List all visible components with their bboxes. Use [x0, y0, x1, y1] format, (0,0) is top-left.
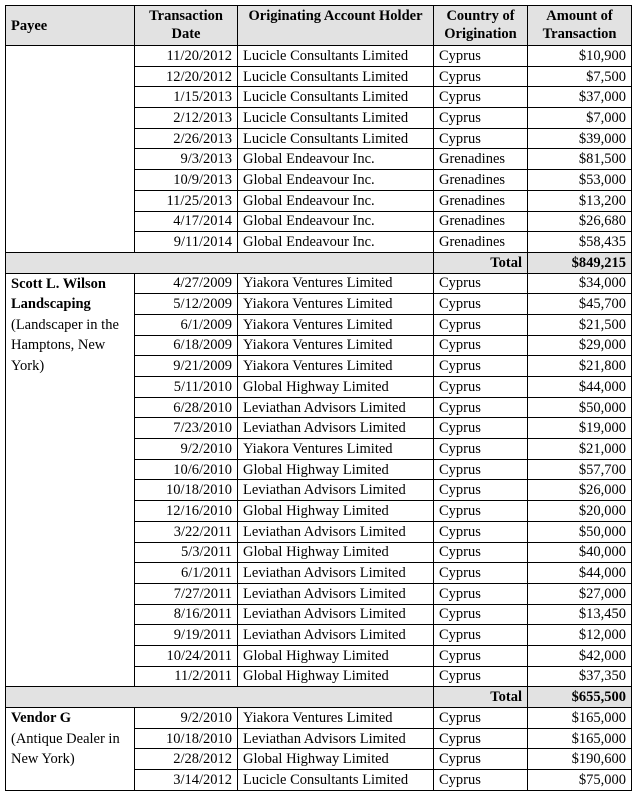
- amount-cell: $57,700: [528, 459, 632, 480]
- transaction-date-cell: 12/20/2012: [135, 66, 238, 87]
- account-holder-cell: Lucicle Consultants Limited: [238, 66, 434, 87]
- transaction-date-cell: 10/18/2010: [135, 728, 238, 749]
- account-holder-cell: Lucicle Consultants Limited: [238, 128, 434, 149]
- amount-cell: $29,000: [528, 335, 632, 356]
- account-holder-cell: Lucicle Consultants Limited: [238, 108, 434, 129]
- transaction-date-cell: 8/16/2011: [135, 604, 238, 625]
- country-cell: Grenadines: [434, 232, 528, 253]
- amount-cell: $44,000: [528, 563, 632, 584]
- account-holder-cell: Global Endeavour Inc.: [238, 170, 434, 191]
- header-payee: Payee: [6, 6, 135, 46]
- account-holder-cell: Lucicle Consultants Limited: [238, 770, 434, 791]
- country-cell: Cyprus: [434, 521, 528, 542]
- account-holder-cell: Global Highway Limited: [238, 645, 434, 666]
- header-country-of-origination: Country of Origination: [434, 6, 528, 46]
- amount-cell: $37,350: [528, 666, 632, 687]
- account-holder-cell: Leviathan Advisors Limited: [238, 480, 434, 501]
- header-row: [6, 6, 632, 46]
- transaction-date-cell: 6/18/2009: [135, 335, 238, 356]
- account-holder-cell: Global Endeavour Inc.: [238, 149, 434, 170]
- country-cell: Cyprus: [434, 418, 528, 439]
- account-holder-cell: Yiakora Ventures Limited: [238, 314, 434, 335]
- account-holder-cell: Global Endeavour Inc.: [238, 190, 434, 211]
- country-cell: Cyprus: [434, 314, 528, 335]
- transaction-date-cell: 5/11/2010: [135, 377, 238, 398]
- transaction-date-cell: 10/24/2011: [135, 645, 238, 666]
- account-holder-cell: Leviathan Advisors Limited: [238, 728, 434, 749]
- account-holder-cell: Global Highway Limited: [238, 377, 434, 398]
- amount-cell: $21,000: [528, 439, 632, 460]
- amount-cell: $190,600: [528, 749, 632, 770]
- table-row: [6, 273, 632, 294]
- transaction-date-cell: 9/19/2011: [135, 625, 238, 646]
- country-cell: Cyprus: [434, 108, 528, 129]
- transaction-date-cell: 6/1/2011: [135, 563, 238, 584]
- transaction-date-cell: 4/17/2014: [135, 211, 238, 232]
- account-holder-cell: Global Highway Limited: [238, 501, 434, 522]
- account-holder-cell: Leviathan Advisors Limited: [238, 583, 434, 604]
- transactions-table: [5, 5, 632, 791]
- account-holder-cell: Lucicle Consultants Limited: [238, 46, 434, 67]
- amount-cell: $10,900: [528, 46, 632, 67]
- country-cell: Cyprus: [434, 583, 528, 604]
- table-row: [6, 46, 632, 67]
- transaction-date-cell: 6/28/2010: [135, 397, 238, 418]
- amount-cell: $37,000: [528, 87, 632, 108]
- country-cell: Cyprus: [434, 728, 528, 749]
- country-cell: Cyprus: [434, 397, 528, 418]
- transaction-date-cell: 6/1/2009: [135, 314, 238, 335]
- payee-description: (Landscaper in the Hamptons, New York): [11, 316, 119, 374]
- transaction-date-cell: 9/2/2010: [135, 439, 238, 460]
- country-cell: Cyprus: [434, 770, 528, 791]
- amount-cell: $26,000: [528, 480, 632, 501]
- account-holder-cell: Leviathan Advisors Limited: [238, 521, 434, 542]
- account-holder-cell: Yiakora Ventures Limited: [238, 335, 434, 356]
- amount-cell: $45,700: [528, 294, 632, 315]
- country-cell: Cyprus: [434, 87, 528, 108]
- account-holder-cell: Leviathan Advisors Limited: [238, 397, 434, 418]
- account-holder-cell: Yiakora Ventures Limited: [238, 708, 434, 729]
- amount-cell: $34,000: [528, 273, 632, 294]
- transaction-date-cell: 9/2/2010: [135, 708, 238, 729]
- amount-cell: $81,500: [528, 149, 632, 170]
- transaction-date-cell: 11/20/2012: [135, 46, 238, 67]
- country-cell: Cyprus: [434, 377, 528, 398]
- account-holder-cell: Leviathan Advisors Limited: [238, 418, 434, 439]
- transaction-date-cell: 3/14/2012: [135, 770, 238, 791]
- total-amount: $655,500: [528, 687, 632, 708]
- amount-cell: $53,000: [528, 170, 632, 191]
- country-cell: Cyprus: [434, 335, 528, 356]
- amount-cell: $42,000: [528, 645, 632, 666]
- payee-cell: [6, 273, 135, 687]
- account-holder-cell: Yiakora Ventures Limited: [238, 439, 434, 460]
- amount-cell: $12,000: [528, 625, 632, 646]
- amount-cell: $75,000: [528, 770, 632, 791]
- total-label: Total: [434, 687, 528, 708]
- amount-cell: $20,000: [528, 501, 632, 522]
- transaction-date-cell: 9/11/2014: [135, 232, 238, 253]
- amount-cell: $21,800: [528, 356, 632, 377]
- account-holder-cell: Leviathan Advisors Limited: [238, 563, 434, 584]
- transaction-date-cell: 9/3/2013: [135, 149, 238, 170]
- transaction-date-cell: 5/12/2009: [135, 294, 238, 315]
- country-cell: Grenadines: [434, 190, 528, 211]
- country-cell: Grenadines: [434, 211, 528, 232]
- header-amount-of-transaction: Amount of Transaction: [528, 6, 632, 46]
- transaction-date-cell: 2/12/2013: [135, 108, 238, 129]
- amount-cell: $58,435: [528, 232, 632, 253]
- table-body: [6, 46, 632, 791]
- transaction-date-cell: 3/22/2011: [135, 521, 238, 542]
- country-cell: Cyprus: [434, 356, 528, 377]
- amount-cell: $27,000: [528, 583, 632, 604]
- amount-cell: $13,200: [528, 190, 632, 211]
- account-holder-cell: Yiakora Ventures Limited: [238, 356, 434, 377]
- payee-name: Vendor G: [11, 710, 72, 726]
- header-originating-account-holder: Originating Account Holder: [238, 6, 434, 46]
- amount-cell: $19,000: [528, 418, 632, 439]
- country-cell: Cyprus: [434, 563, 528, 584]
- payee-cell: [6, 708, 135, 791]
- account-holder-cell: Global Highway Limited: [238, 749, 434, 770]
- transaction-date-cell: 7/27/2011: [135, 583, 238, 604]
- total-row-spacer: [6, 252, 434, 273]
- total-row: [6, 687, 632, 708]
- header-transaction-date: Transaction Date: [135, 6, 238, 46]
- country-cell: Grenadines: [434, 149, 528, 170]
- transaction-date-cell: 4/27/2009: [135, 273, 238, 294]
- country-cell: Cyprus: [434, 749, 528, 770]
- amount-cell: $13,450: [528, 604, 632, 625]
- account-holder-cell: Lucicle Consultants Limited: [238, 87, 434, 108]
- amount-cell: $165,000: [528, 728, 632, 749]
- transactions-table-wrapper: [5, 5, 632, 791]
- payee-cell: [6, 46, 135, 253]
- country-cell: Cyprus: [434, 708, 528, 729]
- country-cell: Cyprus: [434, 459, 528, 480]
- total-row: [6, 252, 632, 273]
- total-row-spacer: [6, 687, 434, 708]
- amount-cell: $39,000: [528, 128, 632, 149]
- transaction-date-cell: 2/28/2012: [135, 749, 238, 770]
- country-cell: Cyprus: [434, 666, 528, 687]
- amount-cell: $44,000: [528, 377, 632, 398]
- transaction-date-cell: 7/23/2010: [135, 418, 238, 439]
- country-cell: Cyprus: [434, 501, 528, 522]
- total-amount: $849,215: [528, 252, 632, 273]
- amount-cell: $50,000: [528, 397, 632, 418]
- country-cell: Cyprus: [434, 273, 528, 294]
- country-cell: Grenadines: [434, 170, 528, 191]
- transaction-date-cell: 2/26/2013: [135, 128, 238, 149]
- country-cell: Cyprus: [434, 480, 528, 501]
- transaction-date-cell: 11/25/2013: [135, 190, 238, 211]
- transaction-date-cell: 11/2/2011: [135, 666, 238, 687]
- transaction-date-cell: 10/18/2010: [135, 480, 238, 501]
- country-cell: Cyprus: [434, 66, 528, 87]
- amount-cell: $7,000: [528, 108, 632, 129]
- payee-description: (Antique Dealer in New York): [11, 730, 120, 767]
- country-cell: Cyprus: [434, 645, 528, 666]
- country-cell: Cyprus: [434, 46, 528, 67]
- account-holder-cell: Yiakora Ventures Limited: [238, 273, 434, 294]
- amount-cell: $165,000: [528, 708, 632, 729]
- amount-cell: $21,500: [528, 314, 632, 335]
- transaction-date-cell: 10/6/2010: [135, 459, 238, 480]
- account-holder-cell: Global Highway Limited: [238, 666, 434, 687]
- amount-cell: $26,680: [528, 211, 632, 232]
- country-cell: Cyprus: [434, 294, 528, 315]
- amount-cell: $40,000: [528, 542, 632, 563]
- country-cell: Cyprus: [434, 604, 528, 625]
- account-holder-cell: Yiakora Ventures Limited: [238, 294, 434, 315]
- country-cell: Cyprus: [434, 439, 528, 460]
- account-holder-cell: Leviathan Advisors Limited: [238, 604, 434, 625]
- table-row: [6, 708, 632, 729]
- amount-cell: $7,500: [528, 66, 632, 87]
- payee-name: Scott L. Wilson Landscaping: [11, 275, 106, 313]
- account-holder-cell: Global Endeavour Inc.: [238, 232, 434, 253]
- account-holder-cell: Global Highway Limited: [238, 542, 434, 563]
- transaction-date-cell: 9/21/2009: [135, 356, 238, 377]
- transaction-date-cell: 10/9/2013: [135, 170, 238, 191]
- account-holder-cell: Leviathan Advisors Limited: [238, 625, 434, 646]
- transaction-date-cell: 12/16/2010: [135, 501, 238, 522]
- transaction-date-cell: 5/3/2011: [135, 542, 238, 563]
- country-cell: Cyprus: [434, 625, 528, 646]
- transaction-date-cell: 1/15/2013: [135, 87, 238, 108]
- total-label: Total: [434, 252, 528, 273]
- country-cell: Cyprus: [434, 128, 528, 149]
- account-holder-cell: Global Endeavour Inc.: [238, 211, 434, 232]
- country-cell: Cyprus: [434, 542, 528, 563]
- amount-cell: $50,000: [528, 521, 632, 542]
- account-holder-cell: Global Highway Limited: [238, 459, 434, 480]
